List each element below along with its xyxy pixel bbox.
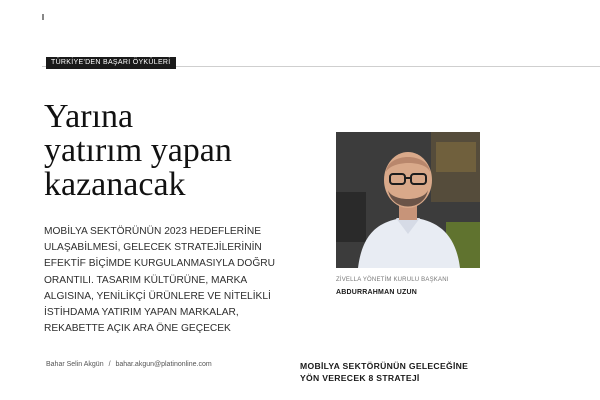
byline <box>46 361 212 368</box>
photo-caption-title: ZİVELLA YÖNETİM KURULU BAŞKANI <box>336 277 449 283</box>
headline-line: kazanacak <box>44 166 186 203</box>
portrait-illustration <box>336 132 480 268</box>
section-tag: TÜRKİYE'DEN BAŞARI ÖYKÜLERİ <box>46 57 176 69</box>
headline-line: yatırım yapan <box>44 132 232 169</box>
photo-caption-name: ABDURRAHMAN UZUN <box>336 289 417 296</box>
headline <box>44 100 304 202</box>
headline-line: Yarına <box>44 98 134 135</box>
author-email: bahar.akgun@platinonline.com <box>115 361 212 368</box>
subheading <box>300 360 500 384</box>
page-corner-mark <box>42 14 44 20</box>
subheading-line: MOBİLYA SEKTÖRÜNÜN GELECEĞİNE <box>300 361 469 371</box>
byline-separator: / <box>108 361 111 368</box>
lead-paragraph: MOBİLYA SEKTÖRÜNÜN 2023 HEDEFLERİNE ULAŞABİLMESİ, GELECEK STRATEJİLERİNİN EFEKTİF BİÇİMDE KURGULANMASIYLA DOĞRU ORANTILI. TASARIM KÜLTÜRÜNE, MARKA ALGISINA, YENİLİKÇİ ÜRÜNLERE VE NİTELİKLİ İSTİHDAMA YATIRIM YAPAN MARKALAR, REKABETTE AÇIK ARA ÖNE GEÇECEK <box>44 226 275 335</box>
author-name: Bahar Selin Akgün <box>46 361 104 368</box>
portrait-photo <box>336 132 480 268</box>
subheading-line: YÖN VERECEK 8 STRATEJİ <box>300 373 420 383</box>
